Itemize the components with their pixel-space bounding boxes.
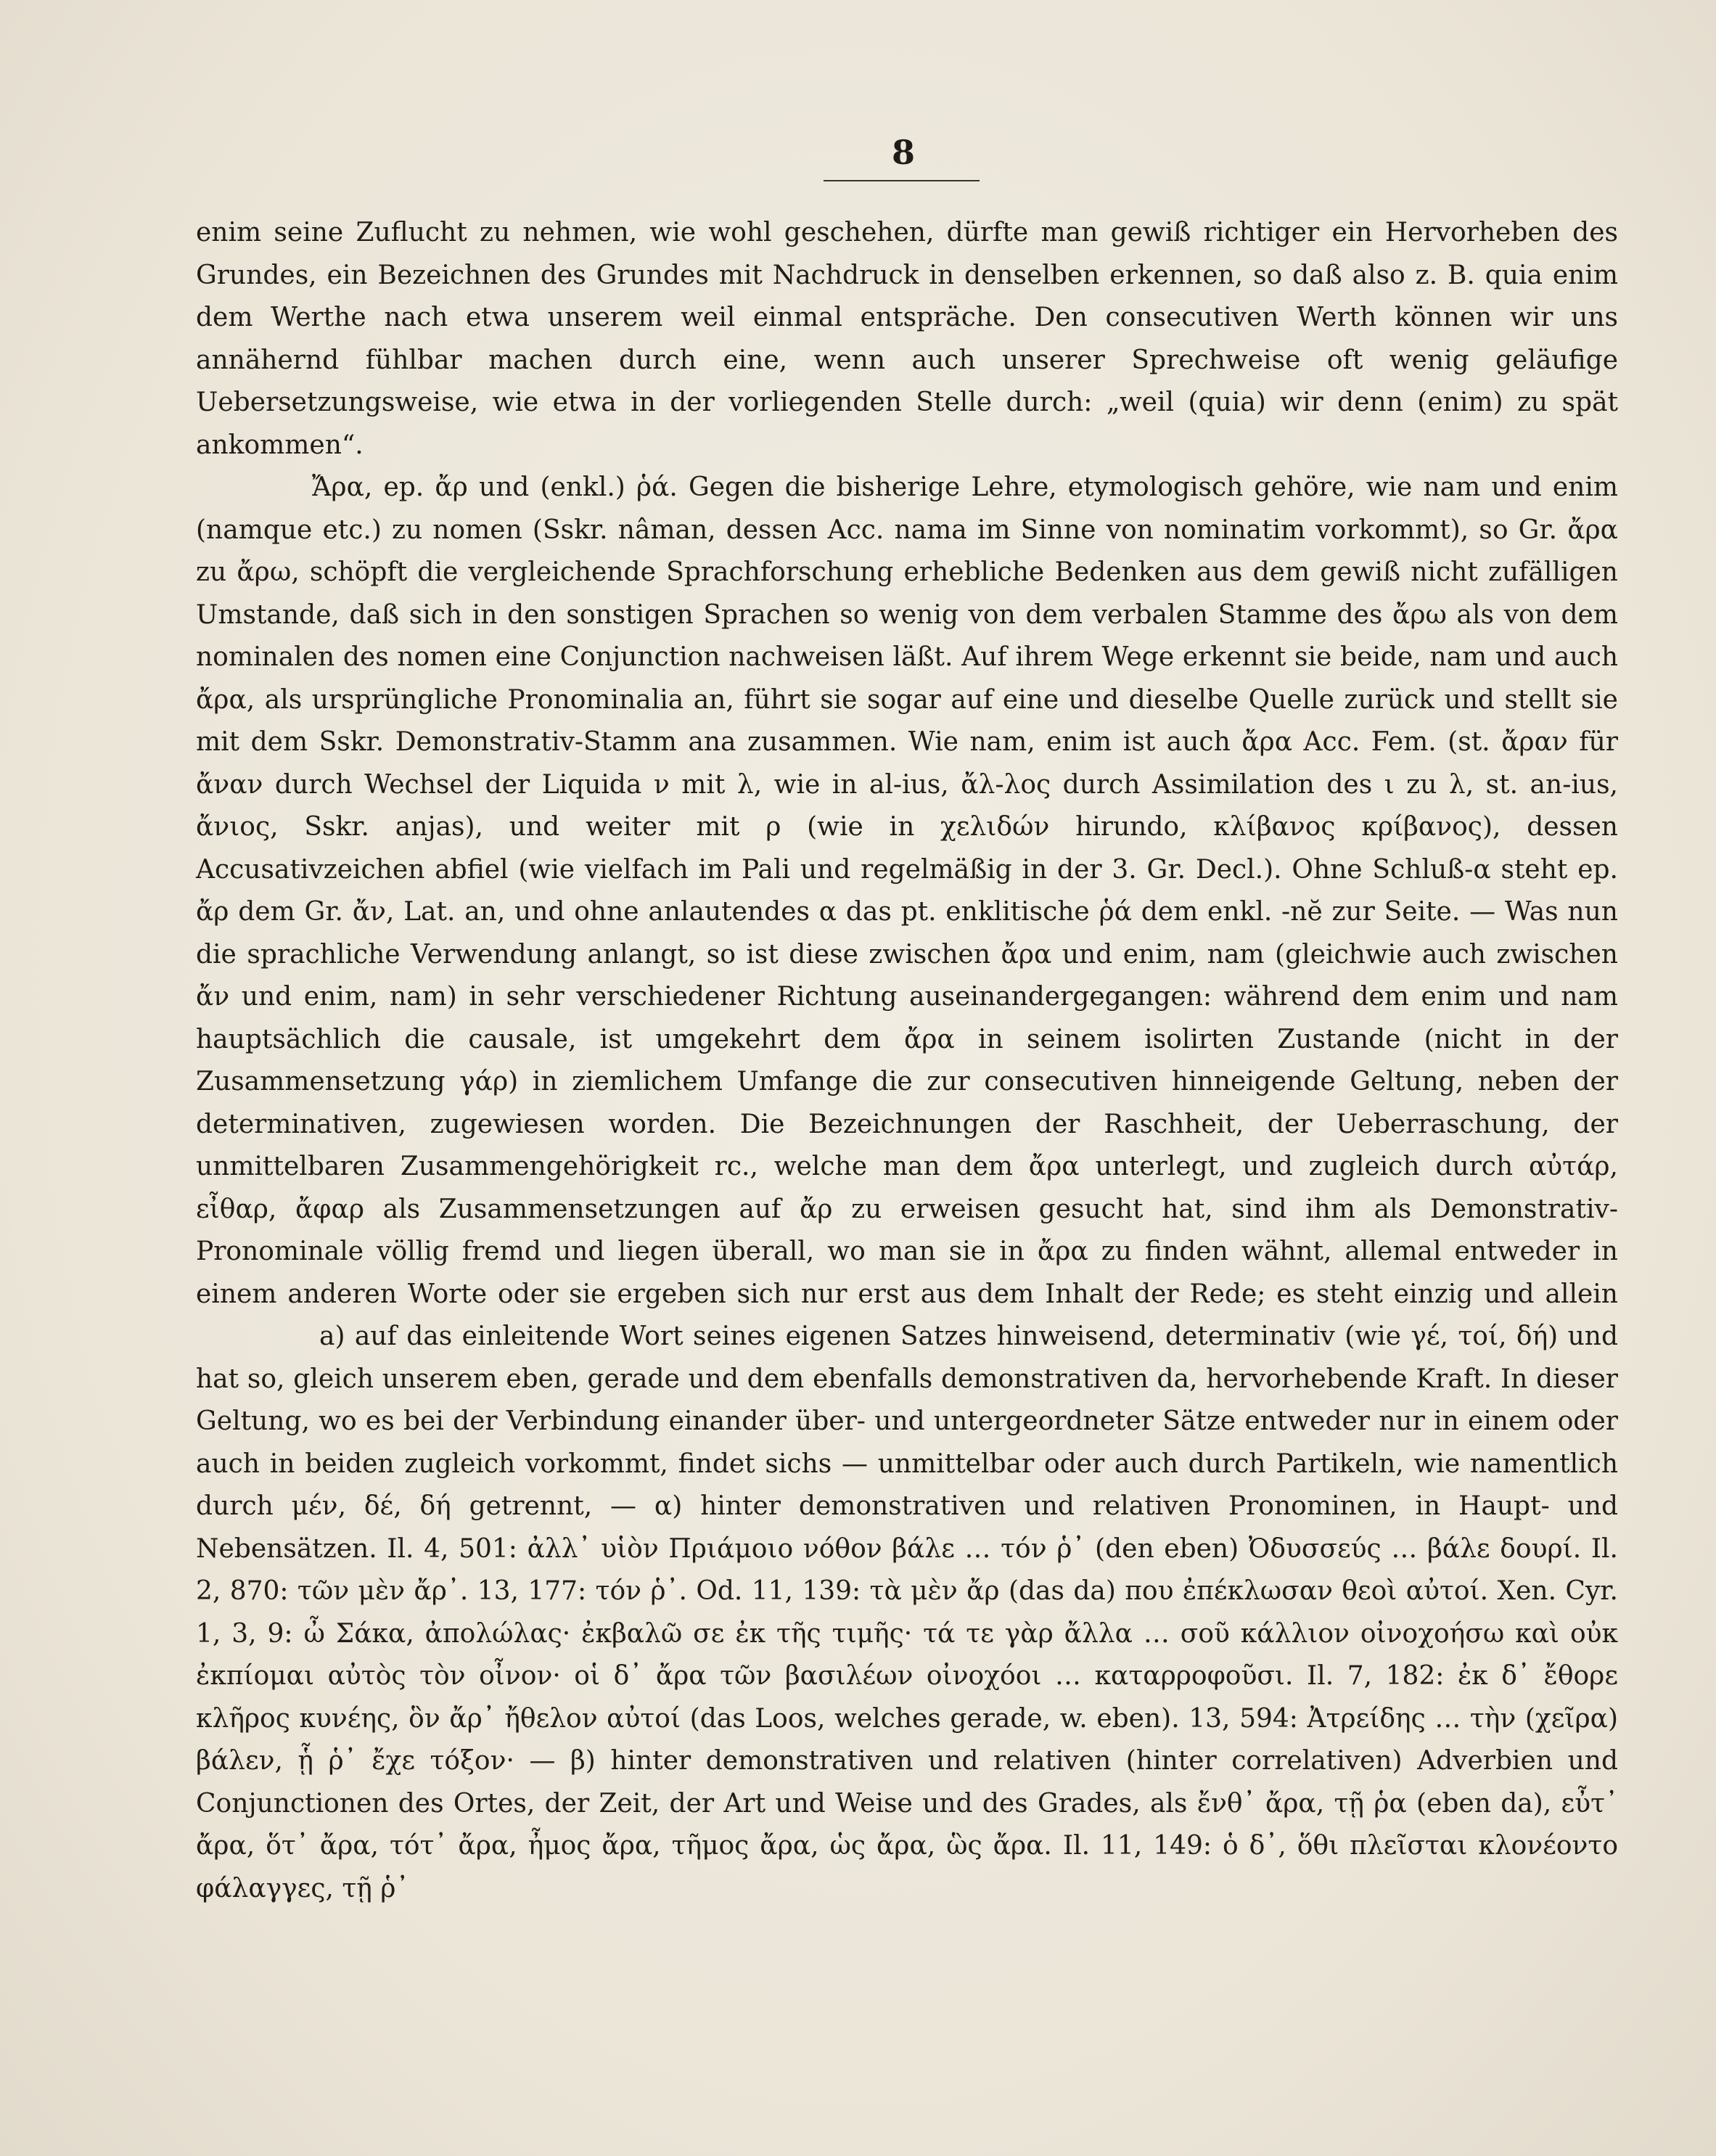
body-text <box>196 212 1618 1910</box>
page-number-rule <box>824 180 980 181</box>
paragraph-ara-etymology: Ἄρα, ep. ἄρ und (enkl.) ῥά. Gegen die bisherige Lehre, etymologisch gehöre, wie nam und enim (namque etc.) zu nomen (Sskr. nâman, dessen Acc. nama im Sinne von nominatim vorkommt), so Gr. ἄρα zu ἄρω, schöpft die vergleichende Sprachforschung erhebliche Bedenken aus dem gewiß nicht zufälligen Umstande, daß sich in den sonstigen Sprachen so wenig von dem verbalen Stamme des ἄρω als von dem nominalen des nomen eine Conjunction nachweisen läßt. Auf ihrem Wege erkennt sie beide, nam und auch ἄρα, als ursprüngliche Pronominalia an, führt sie sogar auf eine und dieselbe Quelle zurück und stellt sie mit dem Sskr. Demonstrativ-Stamm ana zusammen. Wie nam, enim ist auch ἄρα Acc. Fem. (st. ἄραν für ἄναν durch Wechsel der Liquida ν mit λ, wie in al-ius, ἄλ-λος durch Assimilation des ι zu λ, st. an-ius, ἄνιος, Sskr. anjas), und weiter mit ρ (wie in χελιδών hirundo, κλίβανος κρίβανος), dessen Accusativzeichen abfiel (wie vielfach im Pali und regelmäßig in der 3. Gr. Decl.). Ohne Schluß-α steht ep. ἄρ dem Gr. ἄν, Lat. an, und ohne anlautendes α das pt. enklitische ῥά dem enkl. -nĕ zur Seite. — Was nun die sprachliche Verwendung anlangt, so ist diese zwischen ἄρα und enim, nam (gleichwie auch zwischen ἄν und enim, nam) in sehr verschiedener Richtung auseinandergegangen: während dem enim und nam hauptsächlich die causale, ist umgekehrt dem ἄρα in seinem isolirten Zustande (nicht in der Zusammensetzung γάρ) in ziemlichem Umfange die zur consecutiven hinneigende Geltung, neben der determinativen, zugewiesen worden. Die Bezeichnungen der Raschheit, der Ueberraschung, der unmittelbaren Zusammengehörigkeit rc., welche man dem ἄρα unterlegt, und zugleich durch αὐτάρ, εἶθαρ, ἄφαρ als Zusammensetzungen auf ἄρ zu erweisen gesucht hat, sind ihm als Demonstrativ-Pronominale völlig fremd und liegen überall, wo man sie in ἄρα zu finden wähnt, allemal entweder in einem anderen Worte oder sie ergeben sich nur erst aus dem Inhalt der Rede; es steht einzig und allein <box>196 472 1618 1309</box>
paragraph-ara-determinative: a) auf das einleitende Wort seines eigenen Satzes hinweisend, determinativ (wie γέ, τοί, δή) und hat so, gleich unserem eben, gerade und dem ebenfalls demonstrativen da, hervorhebende Kraft. In dieser Geltung, wo es bei der Verbindung einander über- und untergeordneter Sätze entweder nur in einem oder auch in beiden zugleich vorkommt, findet sichs — unmittelbar oder auch durch Partikeln, wie namentlich durch μέν, δέ, δή getrennt, — α) hinter demonstrativen und relativen Pronominen, in Haupt- und Nebensätzen. Il. 4, 501: ἀλλ᾽ υἱὸν Πριάμοιο νόθον βάλε … τόν ῥ᾽ (den eben) Ὀδυσσεύς … βάλε δουρί. Il. 2, 870: τῶν μὲν ἄρ᾽. 13, 177: τόν ῥ᾽. Od. 11, 139: τὰ μὲν ἄρ (das da) που ἐπέκλωσαν θεοὶ αὐτοί. Xen. Cyr. 1, 3, 9: ὦ Σάκα, ἀπολώλας· ἐκβαλῶ σε ἐκ τῆς τιμῆς· τά τε γὰρ ἄλλα … σοῦ κάλλιον οἰνοχοήσω καὶ οὐκ ἐκπίομαι αὐτὸς τὸν οἶνον· οἱ δ᾽ ἄρα τῶν βασιλέων οἰνοχόοι … καταρροφοῦσι. Il. 7, 182: ἐκ δ᾽ ἔθορε κλῆρος κυνέης, ὃν ἄρ᾽ ἤθελον αὐτοί (das Loos, welches gerade, w. eben). 13, 594: Ἀτρείδης … τὴν (χεῖρα) βάλεν, ᾗ ῥ᾽ ἔχε τόξον· — β) hinter demonstrativen und relativen (hinter correlativen) Adverbien und Conjunctionen des Ortes, der Zeit, der Art und Weise und des Grades, als ἔνθ᾽ ἄρα, τῇ ῥα (eben da), εὖτ᾽ ἄρα, ὅτ᾽ ἄρα, τότ᾽ ἄρα, ἦμος ἄρα, τῆμος ἄρα, ὡς ἄρα, ὣς ἄρα. Il. 11, 149: ὁ δ᾽, ὅθι πλεῖσται κλονέοντο φάλαγγες, τῇ ῥ᾽ <box>196 1321 1618 1903</box>
paragraph-continuation: enim seine Zuflucht zu nehmen, wie wohl geschehen, dürfte man gewiß richtiger ein Hervorheben des Grundes, ein Bezeichnen des Grundes mit Nachdruck in denselben erkennen, so daß also z. B. quia enim dem Werthe nach etwa unserem weil einmal entspräche. Den consecutiven Werth können wir uns annähernd fühlbar machen durch eine, wenn auch unserer Sprechweise oft wenig geläufige Uebersetzungsweise, wie etwa in der vorliegenden Stelle durch: „weil (quia) wir denn (enim) zu spät ankommen“. <box>196 218 1618 460</box>
page-number: 8 <box>891 133 915 172</box>
